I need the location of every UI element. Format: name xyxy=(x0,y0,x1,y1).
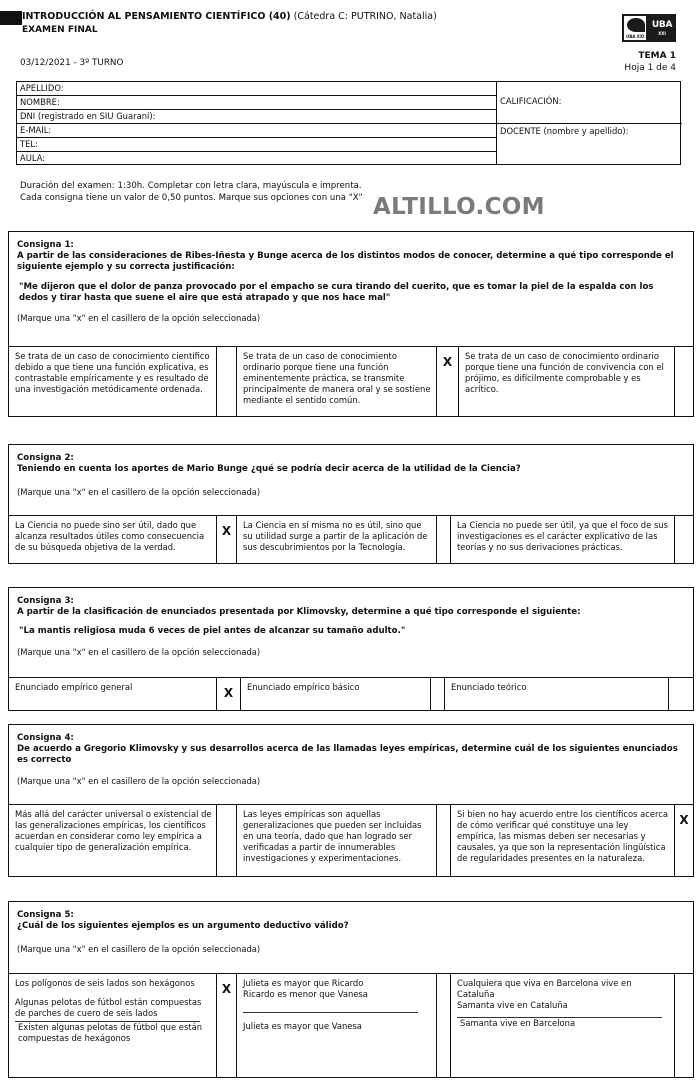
option-checkbox[interactable]: X xyxy=(437,347,459,416)
option-argument: Cualquiera que viva en Barcelona vive en Cataluña Samanta vive en Cataluña Samanta vive en Barcelona xyxy=(451,974,675,1077)
field-dni[interactable]: DNI (registrado en SIU Guaraní): xyxy=(17,110,496,124)
option-text: Si bien no hay acuerdo entre los científicos acerca de cómo verificar qué constituye una ley empírica, las mismas deben ser necesarias y causales, ya que son la representación lingüística de regularidades presentes en la naturaleza. xyxy=(451,805,675,876)
option-text: La Ciencia en sí misma no es útil, sino que su utilidad surge a partir de la aplicación de sus descubrimientos por la Tecnología. xyxy=(237,516,437,563)
consigna-quote: "Me dijeron que el dolor de panza provocado por el empacho se cura tirando del cuerito, que es tomar la piel de la espalda con los dedos y tirar hasta que suene el aire que está atrapado y que nos hace mal" xyxy=(19,281,654,303)
option-checkbox[interactable]: X xyxy=(217,516,237,563)
instructions: Duración del examen: 1:30h. Completar con letra clara, mayúscula e imprenta. Cada consigna tiene un valor de 0,50 puntos. Marque sus opciones con una "X" xyxy=(20,181,363,204)
option-checkbox[interactable]: X xyxy=(679,813,689,827)
conclusion-line xyxy=(243,1012,418,1013)
logo-swoosh-icon xyxy=(627,18,645,32)
option-checkbox[interactable]: X xyxy=(217,678,241,710)
option-text: Enunciado empírico básico xyxy=(241,678,431,710)
option-text: La Ciencia no puede ser útil, ya que el foco de sus investigaciones es el carácter explicativo de las teorías y no sus derivaciones prácticas. xyxy=(451,516,675,563)
option-checkbox[interactable] xyxy=(437,805,451,876)
header-black-mark xyxy=(0,11,22,25)
uba-xxi-logo: UBA XXI UBA XXI xyxy=(622,14,676,42)
field-apellido[interactable]: APELLIDO: xyxy=(17,82,496,96)
tema-label: TEMA 1 xyxy=(638,51,676,61)
hoja-label: Hoja 1 de 4 xyxy=(624,63,676,73)
option-text: Enunciado empírico general xyxy=(9,678,217,710)
option-text: La Ciencia no puede sino ser útil, dado que alcanza resultados útiles como consecuencia de su búsqueda objetiva de la verdad. xyxy=(9,516,217,563)
option-checkbox[interactable] xyxy=(675,974,693,1077)
field-tel[interactable]: TEL: xyxy=(17,138,496,152)
field-aula[interactable]: AULA: xyxy=(20,153,46,163)
consigna-4: Consigna 4: De acuerdo a Gregorio Klimovsky y sus desarrollos acerca de las llamadas leyes empíricas, determine cuál de los siguientes enunciados es correcto (Marque una "x" en el casillero de la opción seleccionada) Más allá del carácter universal o existencial de las generalizaciones empíricas, los científicos acuerdan en considerar como ley empírica a cualquier tipo de generalización empírica. Las leyes empíricas son aquellas generalizaciones que pueden ser incluidas en una teoría, dado que han logrado ser verificadas a partir de innumerables investigaciones y experimentaciones. Si bien no hay acuerdo entre los científicos acerca de cómo verificar qué constituye una ley empírica, las mismas deben ser necesarias y causales, ya que son la representación lingüística de regularidades presentes en la naturaleza. X xyxy=(8,724,694,877)
consigna-2: Consigna 2: Teniendo en cuenta los aportes de Mario Bunge ¿qué se podría decir acerca de la utilidad de la Ciencia? (Marque una "x" en el casillero de la opción seleccionada) La Ciencia no puede sino ser útil, dado que alcanza resultados útiles como consecuencia de su búsqueda objetiva de la verdad. X La Ciencia en sí misma no es útil, sino que su utilidad surge a partir de la aplicación de sus descubrimientos por la Tecnología. La Ciencia no puede ser útil, ya que el foco de sus investigaciones es el carácter explicativo de las teorías y no sus derivaciones prácticas. xyxy=(8,444,694,564)
watermark: ALTILLO.COM xyxy=(373,194,545,220)
field-email[interactable]: E-MAIL: xyxy=(17,124,496,138)
option-checkbox[interactable] xyxy=(669,678,693,710)
consigna-3: Consigna 3: A partir de la clasificación de enunciados presentada por Klimovsky, determine a qué tipo corresponde el siguiente: "La mantis religiosa muda 6 veces de piel antes de alcanzar su tamaño adulto." (Marque una "x" en el casillero de la opción seleccionada) Enunciado empírico general X Enunciado empírico básico Enunciado teórico xyxy=(8,587,694,711)
option-text: Enunciado teórico xyxy=(445,678,669,710)
option-checkbox[interactable] xyxy=(675,516,693,563)
field-nombre[interactable]: NOMBRE: xyxy=(17,96,496,110)
consigna-1: Consigna 1: A partir de las consideraciones de Ribes-Iñesta y Bunge acerca de los distintos modos de conocer, determine a qué tipo corresponde el siguiente ejemplo y su correcta justificación: "Me dijeron que el dolor de panza provocado por el empacho se cura tirando del cuerito, que es tomar la piel de la espalda con los dedos y tirar hasta que suene el aire que está atrapado y que nos hace mal" (Marque una "x" en el casillero de la opción seleccionada) Se trata de un caso de conocimiento científico debido a que tiene una función explicativa, es contrastable empíricamente y es resultado de una investigación metódicamente ordenada. Se trata de un caso de conocimiento ordinario porque tiene una función eminentemente práctica, se transmite principalmente de manera oral y se sostiene mediante el sentido común. X Se trata de un caso de conocimiento ordinario porque tiene una función de convivencia con el prójimo, es difícilmente comprobable y es acrítico. xyxy=(8,231,694,417)
option-text: Más allá del carácter universal o existencial de las generalizaciones empíricas, los científicos acuerdan en considerar como ley empírica a cualquier tipo de generalización empírica. xyxy=(9,805,217,876)
option-text: Se trata de un caso de conocimiento científico debido a que tiene una función explicativa, es contrastable empíricamente y es resultado de una investigación metódicamente ordenada. xyxy=(9,347,217,416)
option-checkbox[interactable] xyxy=(437,974,451,1077)
exam-date: 03/12/2021 - 3º TURNO xyxy=(20,58,124,68)
option-text: Se trata de un caso de conocimiento ordinario porque tiene una función eminentemente práctica, se transmite principalmente de manera oral y se sostiene mediante el sentido común. xyxy=(237,347,437,416)
student-id-box xyxy=(16,81,681,165)
option-checkbox[interactable] xyxy=(217,805,237,876)
option-argument: Julieta es mayor que Ricardo Ricardo es menor que Vanesa Julieta es mayor que Vanesa xyxy=(237,974,437,1077)
course-title: INTRODUCCIÓN AL PENSAMIENTO CIENTÍFICO (40) (Cátedra C: PUTRINO, Natalia) xyxy=(22,11,437,22)
option-checkbox[interactable] xyxy=(675,347,693,416)
option-text: Se trata de un caso de conocimiento ordinario porque tiene una función de convivencia con el prójimo, es difícilmente comprobable y es acrítico. xyxy=(459,347,675,416)
calificacion-field[interactable]: CALIFICACIÓN: xyxy=(497,82,682,124)
option-checkbox[interactable]: X xyxy=(217,974,237,1077)
option-argument: Los polígonos de seis lados son hexágonos Algunas pelotas de fútbol están compuestas de parches de cuero de seis lados Existen algunas pelotas de fútbol que están compuestas de hexágonos xyxy=(9,974,217,1077)
option-checkbox[interactable] xyxy=(431,678,445,710)
exam-type: EXAMEN FINAL xyxy=(22,25,98,35)
option-checkbox[interactable] xyxy=(437,516,451,563)
consigna-5: Consigna 5: ¿Cuál de los siguientes ejemplos es un argumento deductivo válido? (Marque una "x" en el casillero de la opción seleccionada) Los polígonos de seis lados son hexágonos Algunas pelotas de fútbol están compuestas de parches de cuero de seis lados Existen algunas pelotas de fútbol que están compuestas de hexágonos X Julieta es mayor que Ricardo Ricardo es menor que Vanesa Julieta es mayor que Vanesa Cualquiera que viva en Barcelona vive en Cataluña Samanta vive en Cataluña Samanta vive en Barcelona xyxy=(8,901,694,1078)
option-text: Las leyes empíricas son aquellas generalizaciones que pueden ser incluidas en una teoría, dado que han logrado ser verificadas a partir de innumerables investigaciones y experimentaciones. xyxy=(237,805,437,876)
option-checkbox[interactable] xyxy=(217,347,237,416)
docente-field[interactable]: DOCENTE (nombre y apellido): xyxy=(500,126,629,136)
consigna-quote: "La mantis religiosa muda 6 veces de piel antes de alcanzar su tamaño adulto." xyxy=(19,626,406,637)
